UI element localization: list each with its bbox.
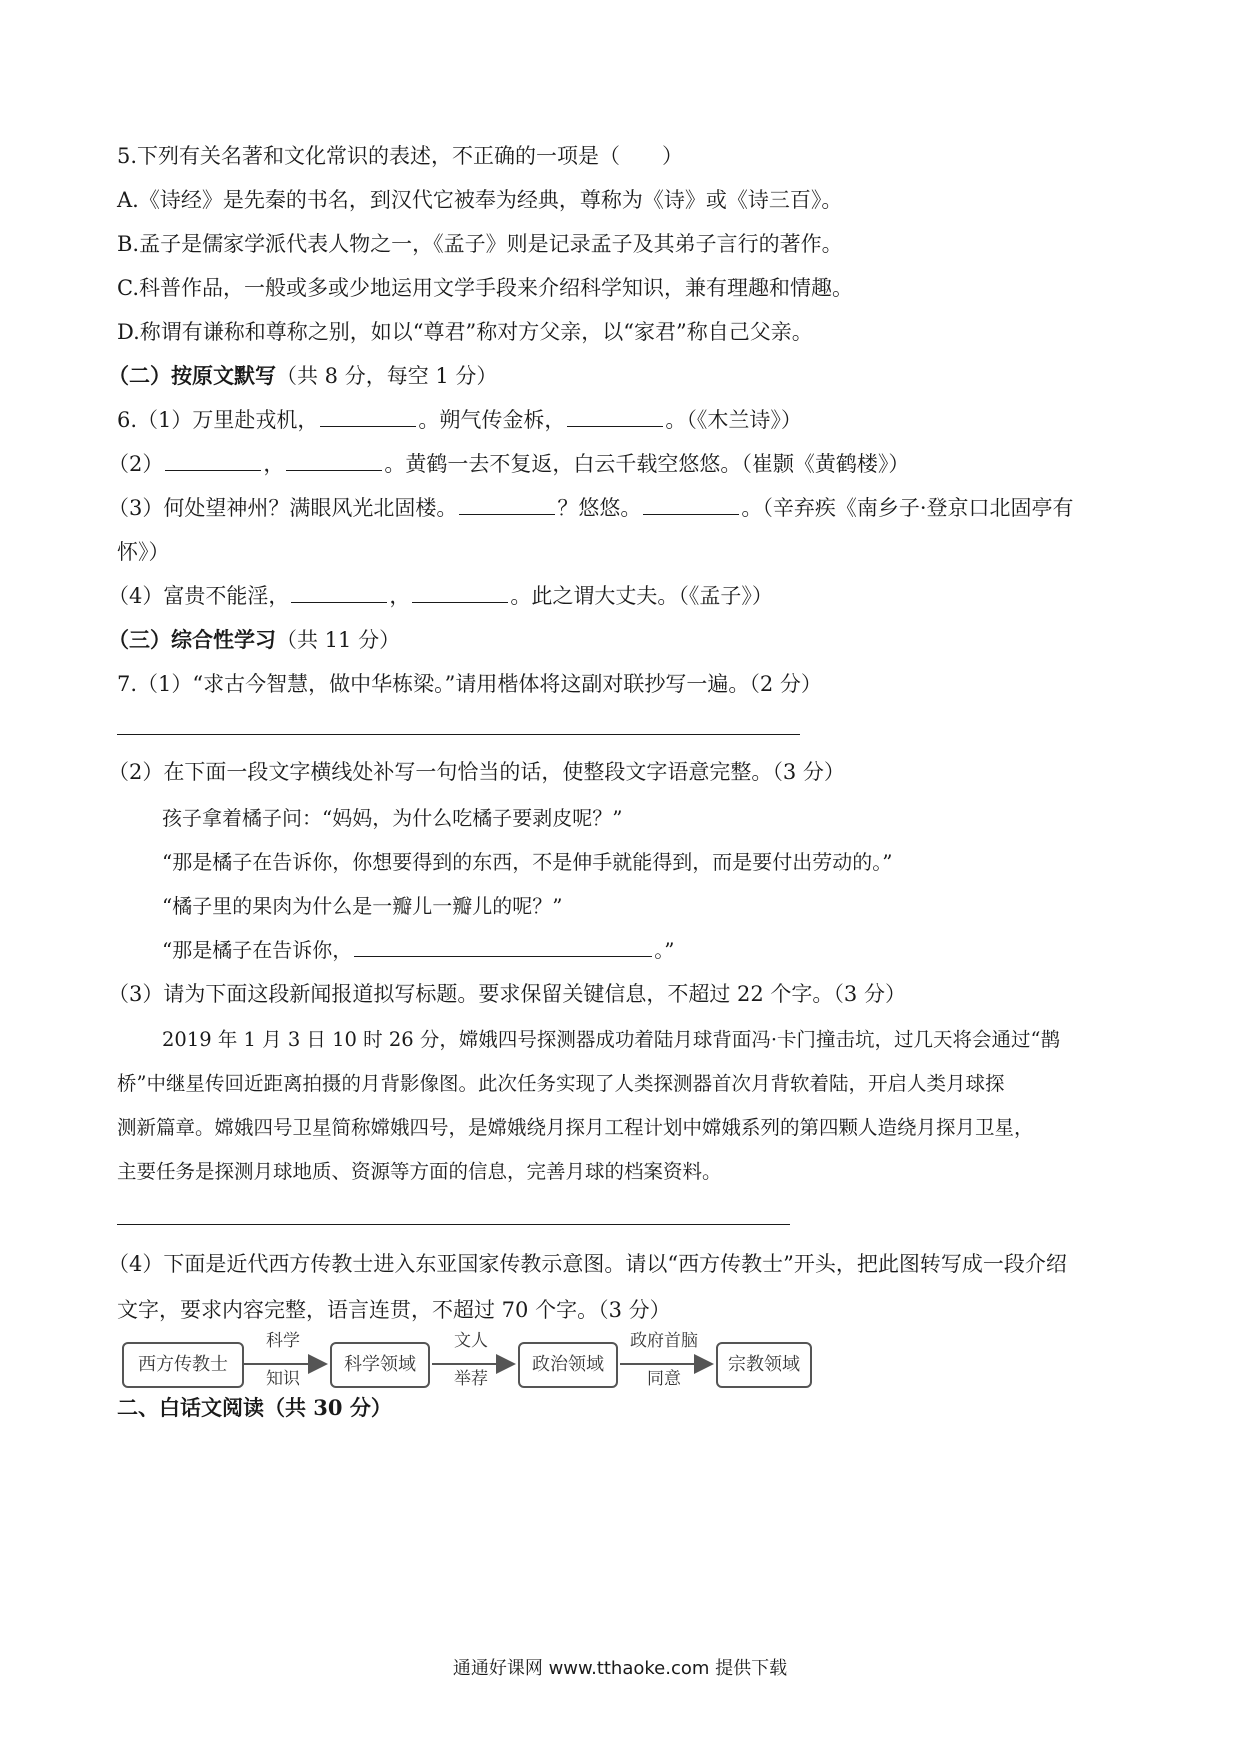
part-2-heading: 二、白话文阅读（共 30 分） — [117, 1395, 392, 1420]
q7-part-4-a: （4）下面是近代西方传教士进入东亚国家传教示意图。请以“西方传教士”开头，把此图转写成一段介绍 — [108, 1252, 1067, 1276]
dialogue-line-3: “橘子里的果肉为什么是一瓣儿一瓣儿的呢？” — [162, 894, 563, 918]
q7-part-1: 7.（1）“求古今智慧，做中华栋梁。”请用楷体将这副对联抄写一遍。（2 分） — [117, 672, 822, 696]
news-line-1: 2019 年 1 月 3 日 10 时 26 分，嫦娥四号探测器成功着陆月球背面冯·卡门撞击坑，过几天将会通过“鹊 — [162, 1028, 1061, 1051]
section-3-title: （三）综合性学习 — [108, 627, 276, 652]
q6-1-text-c: 。（《木兰诗》） — [665, 408, 802, 432]
q6-4-text-a: （4）富贵不能淫， — [108, 584, 290, 608]
section-2-note: （共 8 分，每空 1 分） — [276, 364, 498, 388]
flow-edge-1-top: 科学 — [266, 1331, 300, 1351]
flow-edge-2-bottom: 举荐 — [454, 1369, 488, 1389]
q6-3-text-c: 。（辛弃疾《南乡子·登京口北固亭有 — [741, 496, 1074, 520]
q5-option-d: D.称谓有谦称和尊称之别，如以“尊君”称对方父亲，以“家君”称自己父亲。 — [117, 320, 813, 344]
q6-2-text-b: ， — [263, 452, 285, 476]
q6-line-3-cont: 怀》） — [117, 540, 170, 564]
q6-3-text-a: （3）何处望神州？满眼风光北固楼。 — [108, 496, 458, 520]
q6-2-text-c: 。黄鹤一去不复返，白云千载空悠悠。（崔颢《黄鹤楼》） — [384, 452, 910, 476]
q5-option-c: C.科普作品，一般或多或少地运用文学手段来介绍科学知识，兼有理趣和情趣。 — [117, 276, 853, 300]
q5-option-a: A.《诗经》是先秦的书名，到汉代它被奉为经典，尊称为《诗》或《诗三百》。 — [117, 188, 843, 212]
dialogue-4-text-a: “那是橘子在告诉你， — [162, 938, 353, 962]
q6-2-text-a: （2） — [108, 452, 164, 476]
q7-part-4-b: 文字，要求内容完整，语言连贯，不超过 70 个字。（3 分） — [117, 1298, 671, 1322]
flow-node-religion: 宗教领域 — [716, 1342, 812, 1388]
flow-node-politics: 政治领域 — [518, 1342, 618, 1388]
q5-option-b: B.孟子是儒家学派代表人物之一，《孟子》则是记录孟子及其弟子言行的著作。 — [117, 232, 843, 256]
q6-4-text-b: ， — [389, 584, 411, 608]
q7-part-3: （3）请为下面这段新闻报道拟写标题。要求保留关键信息，不超过 22 个字。（3 分） — [108, 982, 906, 1006]
dialogue-line-1: 孩子拿着橘子问：“妈妈，为什么吃橘子要剥皮呢？” — [162, 806, 623, 830]
section-2-title: （二）按原文默写 — [108, 363, 276, 388]
flow-edge-3-bottom: 同意 — [647, 1369, 681, 1389]
q6-4-text-c: 。此之谓大丈夫。（《孟子》） — [510, 584, 773, 608]
q6-1-text-a: 6.（1）万里赴戎机， — [117, 408, 319, 432]
news-line-2: 桥”中继星传回近距离拍摄的月背影像图。此次任务实现了人类探测器首次月背软着陆，开启人类月球探 — [117, 1072, 1005, 1095]
q7-part-2: （2）在下面一段文字横线处补写一句恰当的话，使整段文字语意完整。（3 分） — [108, 760, 845, 784]
flow-node-missionary: 西方传教士 — [122, 1342, 244, 1388]
flow-edge-2-top: 文人 — [454, 1331, 488, 1351]
q6-1-text-b: 。朔气传金柝， — [418, 408, 566, 432]
dialogue-line-2: “那是橘子在告诉你，你想要得到的东西，不是伸手就能得到，而是要付出劳动的。” — [162, 850, 893, 874]
news-line-4: 主要任务是探测月球地质、资源等方面的信息，完善月球的档案资料。 — [117, 1160, 722, 1183]
flow-edge-3-top: 政府首脑 — [630, 1331, 698, 1351]
dialogue-4-text-b: 。” — [654, 938, 675, 962]
flow-edge-1-bottom: 知识 — [266, 1369, 300, 1389]
flow-node-science: 科学领域 — [330, 1342, 430, 1388]
section-3-note: （共 11 分） — [276, 628, 401, 652]
q6-3-text-b: ？悠悠。 — [557, 496, 642, 520]
news-line-3: 测新篇章。嫦娥四号卫星简称嫦娥四号，是嫦娥绕月探月工程计划中嫦娥系列的第四颗人造绕月探月卫星， — [117, 1116, 1034, 1139]
page-footer: 通通好课网 www.tthaoke.com 提供下载 — [452, 1658, 788, 1679]
q5-stem: 5.下列有关名著和文化常识的表述，不正确的一项是（ ） — [117, 144, 684, 168]
